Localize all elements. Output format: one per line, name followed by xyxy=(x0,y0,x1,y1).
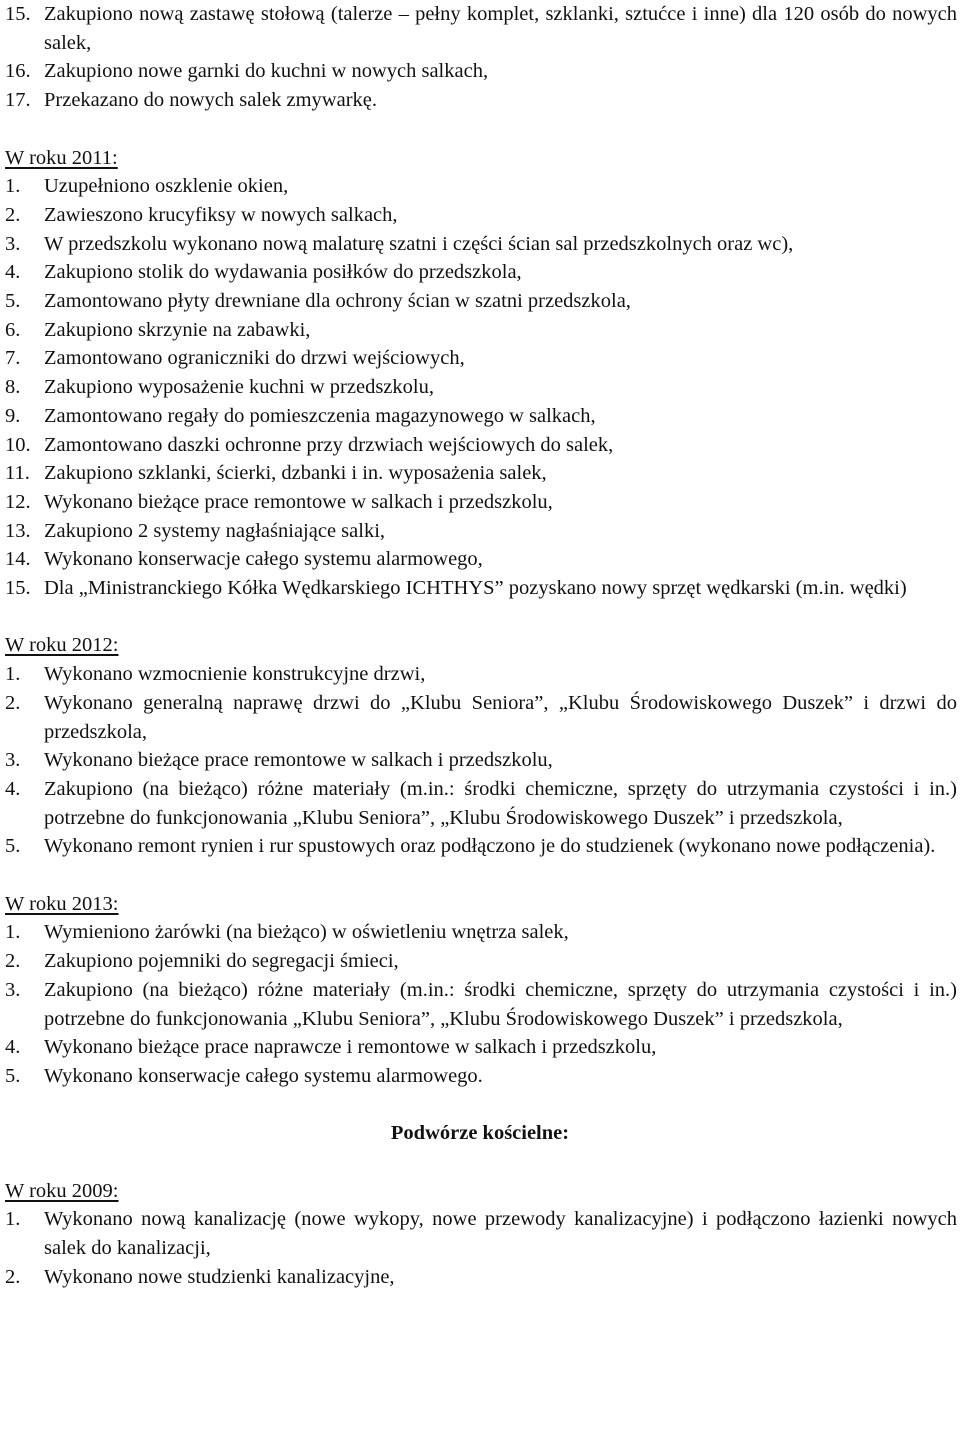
list-item xyxy=(3,86,957,115)
list-item xyxy=(3,258,957,287)
item-number: 3. xyxy=(5,978,21,1001)
section-title: Podwórze kościelne: xyxy=(390,1122,570,1145)
list-item xyxy=(3,287,957,316)
item-number: 15. xyxy=(5,577,31,600)
item-number: 4. xyxy=(5,261,21,284)
list-item xyxy=(3,1263,957,1292)
item-number: 13. xyxy=(5,519,31,542)
item-number: 1. xyxy=(5,175,21,198)
list-2009 xyxy=(3,1205,957,1291)
list-item xyxy=(3,230,957,259)
item-text: Zakupiono skrzynie na zabawki, xyxy=(44,318,311,341)
item-text: Wykonano remont rynien i rur spustowych oraz podłączono je do studzienek (wykonano nowe podłączenia). xyxy=(44,835,936,858)
item-number: 11. xyxy=(5,462,30,485)
list-2010-tail xyxy=(3,0,957,115)
list-item xyxy=(3,545,957,574)
list-item xyxy=(3,316,957,345)
item-number: 1. xyxy=(5,663,21,686)
item-number: 17. xyxy=(5,89,31,112)
list-item xyxy=(3,689,957,746)
item-text: Wykonano nowe studzienki kanalizacyjne, xyxy=(44,1265,395,1288)
item-number: 1. xyxy=(5,921,21,944)
item-text: Zakupiono (na bieżąco) różne materiały (m.in.: środki chemiczne, sprzęty do utrzymania czystości i in.) potrzebne do funkcjonowania „Klubu Seniora”, „Klubu Środowiskowego Duszek” i przedszkola, xyxy=(44,978,957,1030)
list-item xyxy=(3,918,957,947)
list-2012 xyxy=(3,660,957,861)
list-item xyxy=(3,947,957,976)
item-number: 8. xyxy=(5,376,21,399)
spacer xyxy=(3,861,957,890)
item-text: Przekazano do nowych salek zmywarkę. xyxy=(44,89,377,112)
list-item xyxy=(3,373,957,402)
item-text: Wykonano bieżące prace remontowe w salkach i przedszkolu, xyxy=(44,749,553,772)
item-text: Wykonano konserwacje całego systemu alarmowego. xyxy=(44,1064,483,1087)
item-text: Zakupiono nową zastawę stołową (talerze – pełny komplet, szklanki, sztućce i inne) dla 120 osób do nowych salek, xyxy=(44,3,957,54)
item-text: Uzupełniono oszklenie okien, xyxy=(44,175,289,198)
item-number: 15. xyxy=(5,3,31,25)
spacer xyxy=(3,1091,957,1120)
item-text: Zakupiono nowe garnki do kuchni w nowych salkach, xyxy=(44,60,489,83)
item-number: 10. xyxy=(5,433,31,456)
item-number: 16. xyxy=(5,60,31,83)
year-heading-2011: W roku 2011: xyxy=(5,146,118,169)
item-text: Dla „Ministranckiego Kółka Wędkarskiego ICHTHYS” pozyskano nowy sprzęt wędkarski (m.in. wędki) xyxy=(44,577,907,600)
item-number: 4. xyxy=(5,1036,21,1059)
item-number: 2. xyxy=(5,691,21,714)
item-number: 5. xyxy=(5,290,21,313)
item-number: 3. xyxy=(5,749,21,772)
list-item xyxy=(3,976,957,1033)
item-text: Zamontowano płyty drewniane dla ochrony ścian w szatni przedszkola, xyxy=(44,290,631,313)
list-item xyxy=(3,574,957,603)
item-text: Wykonano konserwacje całego systemu alarmowego, xyxy=(44,548,483,571)
list-item xyxy=(3,57,957,86)
item-text: Wykonano bieżące prace naprawcze i remontowe w salkach i przedszkolu, xyxy=(44,1036,657,1059)
item-number: 9. xyxy=(5,404,21,427)
spacer xyxy=(3,603,957,632)
year-heading-2009: W roku 2009: xyxy=(5,1179,119,1202)
list-item xyxy=(3,172,957,201)
list-item xyxy=(3,660,957,689)
item-text: Zamontowano daszki ochronne przy drzwiach wejściowych do salek, xyxy=(44,433,614,456)
item-text: Zakupiono wyposażenie kuchni w przedszkolu, xyxy=(44,376,434,399)
item-text: Zakupiono pojemniki do segregacji śmieci, xyxy=(44,950,399,973)
item-text: Zakupiono 2 systemy nagłaśniające salki, xyxy=(44,519,386,542)
list-2013 xyxy=(3,918,957,1090)
item-text: Wykonano wzmocnienie konstrukcyjne drzwi, xyxy=(44,663,426,686)
list-item xyxy=(3,402,957,431)
list-item xyxy=(3,344,957,373)
list-item xyxy=(3,775,957,832)
item-text: Zakupiono (na bieżąco) różne materiały (m.in.: środki chemiczne, sprzęty do utrzymania czystości i in.) potrzebne do funkcjonowania „Klubu Seniora”, „Klubu Środowiskowego Duszek” i przedszkola, xyxy=(44,777,957,829)
item-text: W przedszkolu wykonano nową malaturę szatni i części ścian sal przedszkolnych oraz wc), xyxy=(44,232,794,255)
list-item xyxy=(3,488,957,517)
item-number: 7. xyxy=(5,347,21,370)
item-text: Wykonano generalną naprawę drzwi do „Klubu Seniora”, „Klubu Środowiskowego Duszek” i drzwi do przedszkola, xyxy=(44,691,957,743)
item-text: Zakupiono szklanki, ścierki, dzbanki i in. wyposażenia salek, xyxy=(44,462,547,485)
list-item xyxy=(3,431,957,460)
list-item xyxy=(3,517,957,546)
year-heading-2012: W roku 2012: xyxy=(5,634,119,657)
item-text: Zawieszono krucyfiksy w nowych salkach, xyxy=(44,203,398,226)
list-2011 xyxy=(3,172,957,603)
item-text: Wymieniono żarówki (na bieżąco) w oświetleniu wnętrza salek, xyxy=(44,921,569,944)
list-item xyxy=(3,1062,957,1091)
list-item xyxy=(3,201,957,230)
item-text: Wykonano nową kanalizację (nowe wykopy, nowe przewody kanalizacyjne) i podłączono łazienki nowych salek do kanalizacji, xyxy=(44,1208,957,1260)
item-number: 6. xyxy=(5,318,21,341)
list-item xyxy=(3,832,957,861)
list-item xyxy=(3,1205,957,1262)
item-text: Zakupiono stolik do wydawania posiłków do przedszkola, xyxy=(44,261,522,284)
list-item xyxy=(3,459,957,488)
list-item xyxy=(3,746,957,775)
item-number: 2. xyxy=(5,950,21,973)
item-number: 5. xyxy=(5,1064,21,1087)
year-heading-2013: W roku 2013: xyxy=(5,892,119,915)
list-item xyxy=(3,1033,957,1062)
item-text: Zamontowano regały do pomieszczenia magazynowego w salkach, xyxy=(44,404,596,427)
item-text: Zamontowano ograniczniki do drzwi wejściowych, xyxy=(44,347,465,370)
item-number: 1. xyxy=(5,1208,21,1231)
item-number: 12. xyxy=(5,490,31,513)
list-item xyxy=(3,0,957,57)
item-number: 14. xyxy=(5,548,31,571)
item-number: 3. xyxy=(5,232,21,255)
item-text: Wykonano bieżące prace remontowe w salkach i przedszkolu, xyxy=(44,490,553,513)
item-number: 2. xyxy=(5,203,21,226)
item-number: 2. xyxy=(5,1265,21,1288)
spacer xyxy=(3,115,957,144)
spacer xyxy=(3,1148,957,1177)
item-number: 5. xyxy=(5,835,21,858)
item-number: 4. xyxy=(5,777,21,800)
